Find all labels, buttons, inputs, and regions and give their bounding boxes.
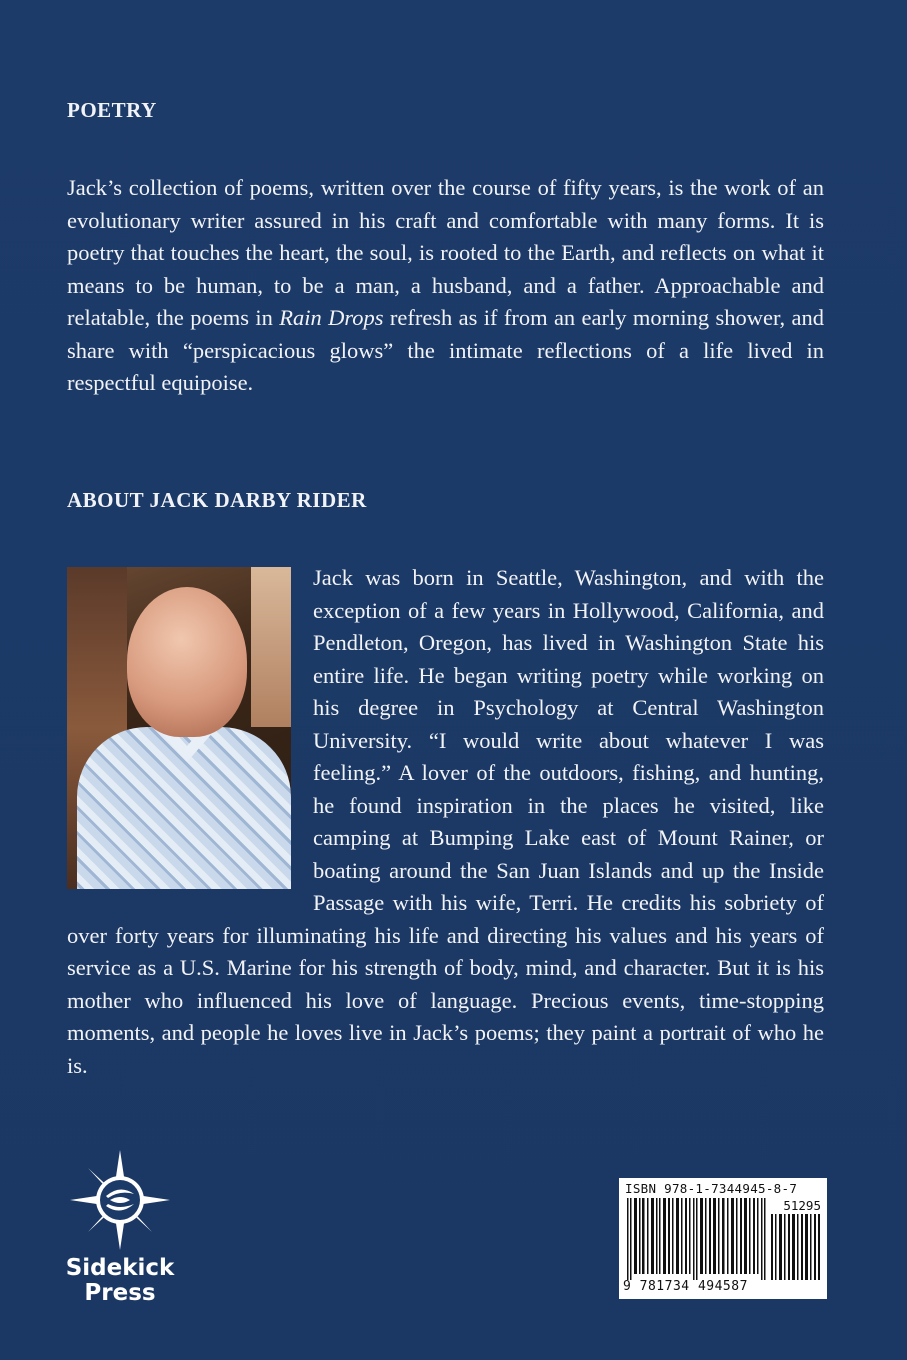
about-heading: ABOUT JACK DARBY RIDER [67,488,367,512]
poetry-description [67,172,824,400]
publisher-name-line2: Press [84,1280,156,1306]
isbn-label: ISBN 978-1-7344945-8-7 [625,1181,798,1196]
publisher-logo [62,1150,178,1306]
ean-digits: 9 781734 494587 [623,1279,748,1294]
author-photo [67,567,291,889]
price-barcode-bars [771,1214,821,1280]
poetry-text-end: refresh as if from an early morning shower, and share with “perspicacious glows” the intimate reflections of a life lived in respectful equipoise. [67,305,824,395]
isbn-barcode [619,1178,827,1299]
author-bio-text: Jack was born in Seattle, Washington, and with the exception of a few years in Hollywood, California, and Pendleton, Oregon, has lived in Washington State his entire life. He began writing poetry while working on his degree in Psychology at Central Washington University. “I would write about whatever I was feeling.” A lover of the outdoors, fishing, and hunting, he found inspiration in the places he visited, like camping at Bumping Lake east of Mount Rainer, or boating around the San Juan Islands and up the Inside Passage with his wife, Terri. He credits his sobriety of over forty years for illuminating his life and directing his values and his years of service as a U.S. Marine for his strength of body, mind, and character. But it is his mother who influenced his love of language. Precious events, time-stopping moments, and people he loves live in Jack’s poems; they paint a portrait of who he is. [67,565,824,1078]
poetry-heading: POETRY [67,98,157,122]
publisher-name-line1: Sidekick [65,1255,175,1281]
poetry-text-start: Jack’s collection of poems, written over the course of fifty years, is the work of an evolutionary writer assured in his craft and comfortable with many forms. It is poetry that touches the heart, the soul, is rooted to the Earth, and reflects on what it means to be human, to be a man, a husband, and a father. Approachable and relatable, the poems in [67,175,824,330]
compass-icon [70,1150,170,1250]
barcode-bars [627,1198,767,1280]
price-code: 51295 [783,1198,821,1213]
book-title: Rain Drops [279,305,384,330]
author-bio [67,562,824,1082]
